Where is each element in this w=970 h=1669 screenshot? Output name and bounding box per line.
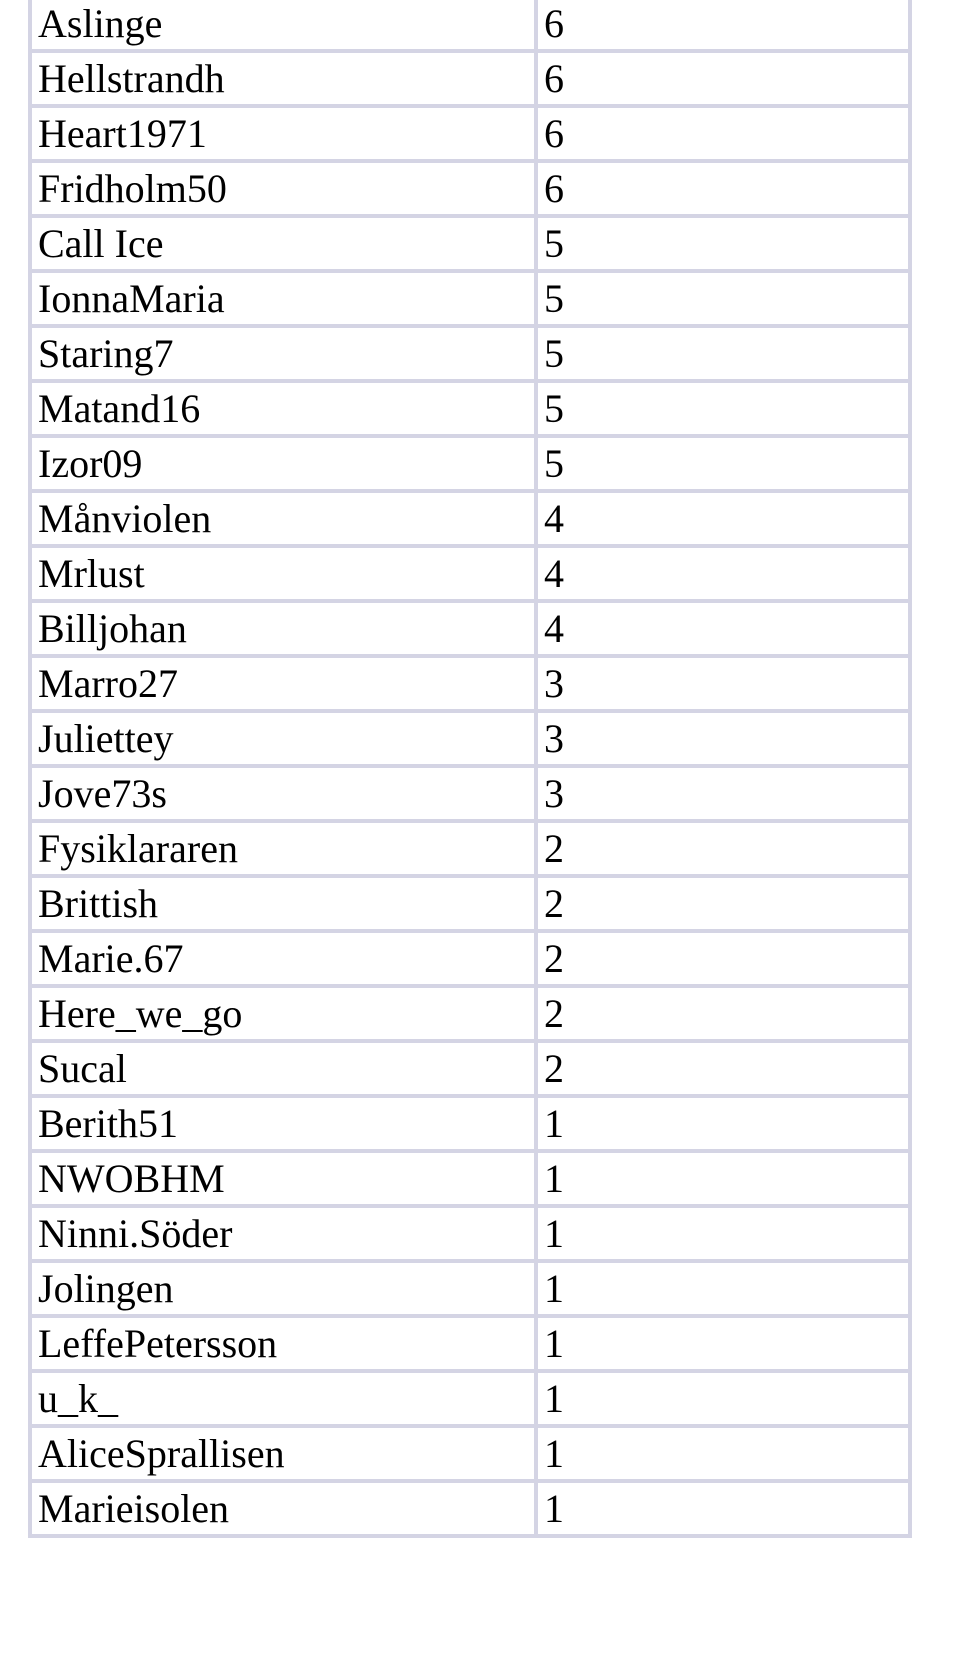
username-cell: Aslinge bbox=[32, 0, 534, 49]
table-row bbox=[32, 108, 908, 159]
count-cell: 1 bbox=[538, 1428, 908, 1479]
username-cell: Hellstrandh bbox=[32, 53, 534, 104]
table-row bbox=[32, 53, 908, 104]
count-cell: 2 bbox=[538, 1043, 908, 1094]
table-row bbox=[32, 1043, 908, 1094]
username-cell: Matand16 bbox=[32, 383, 534, 434]
username-cell: Jolingen bbox=[32, 1263, 534, 1314]
count-cell: 6 bbox=[538, 53, 908, 104]
username-cell: Marieisolen bbox=[32, 1483, 534, 1534]
username-cell: Juliettey bbox=[32, 713, 534, 764]
username-cell: Månviolen bbox=[32, 493, 534, 544]
count-cell: 2 bbox=[538, 823, 908, 874]
results-table-body bbox=[32, 0, 908, 1534]
table-row bbox=[32, 0, 908, 49]
username-cell: Mrlust bbox=[32, 548, 534, 599]
count-cell: 5 bbox=[538, 438, 908, 489]
count-cell: 1 bbox=[538, 1153, 908, 1204]
table-row bbox=[32, 273, 908, 324]
table-row bbox=[32, 1263, 908, 1314]
count-cell: 4 bbox=[538, 493, 908, 544]
table-row bbox=[32, 438, 908, 489]
table-row bbox=[32, 383, 908, 434]
username-cell: AliceSprallisen bbox=[32, 1428, 534, 1479]
username-cell: Billjohan bbox=[32, 603, 534, 654]
count-cell: 2 bbox=[538, 988, 908, 1039]
username-cell: Brittish bbox=[32, 878, 534, 929]
table-row bbox=[32, 1483, 908, 1534]
table-row bbox=[32, 1153, 908, 1204]
username-cell: Heart1971 bbox=[32, 108, 534, 159]
table-row bbox=[32, 1318, 908, 1369]
username-cell: Staring7 bbox=[32, 328, 534, 379]
username-cell: Here_we_go bbox=[32, 988, 534, 1039]
count-cell: 3 bbox=[538, 768, 908, 819]
count-cell: 1 bbox=[538, 1098, 908, 1149]
table-row bbox=[32, 768, 908, 819]
username-cell: Call Ice bbox=[32, 218, 534, 269]
username-cell: Berith51 bbox=[32, 1098, 534, 1149]
table-row bbox=[32, 658, 908, 709]
count-cell: 4 bbox=[538, 603, 908, 654]
table-row bbox=[32, 603, 908, 654]
username-cell: Izor09 bbox=[32, 438, 534, 489]
count-cell: 3 bbox=[538, 713, 908, 764]
count-cell: 1 bbox=[538, 1373, 908, 1424]
count-cell: 5 bbox=[538, 218, 908, 269]
count-cell: 1 bbox=[538, 1483, 908, 1534]
table-row bbox=[32, 823, 908, 874]
count-cell: 3 bbox=[538, 658, 908, 709]
username-cell: NWOBHM bbox=[32, 1153, 534, 1204]
count-cell: 2 bbox=[538, 933, 908, 984]
username-cell: Jove73s bbox=[32, 768, 534, 819]
username-cell: IonnaMaria bbox=[32, 273, 534, 324]
table-row bbox=[32, 878, 908, 929]
count-cell: 1 bbox=[538, 1208, 908, 1259]
table-row bbox=[32, 933, 908, 984]
table-row bbox=[32, 713, 908, 764]
username-cell: Marie.67 bbox=[32, 933, 534, 984]
count-cell: 1 bbox=[538, 1318, 908, 1369]
count-cell: 2 bbox=[538, 878, 908, 929]
table-row bbox=[32, 988, 908, 1039]
table-row bbox=[32, 218, 908, 269]
table-row bbox=[32, 1098, 908, 1149]
count-cell: 4 bbox=[538, 548, 908, 599]
username-cell: Fridholm50 bbox=[32, 163, 534, 214]
count-cell: 5 bbox=[538, 383, 908, 434]
results-table bbox=[28, 0, 912, 1538]
count-cell: 6 bbox=[538, 108, 908, 159]
username-cell: LeffePetersson bbox=[32, 1318, 534, 1369]
username-cell: Ninni.Söder bbox=[32, 1208, 534, 1259]
username-cell: Sucal bbox=[32, 1043, 534, 1094]
count-cell: 5 bbox=[538, 273, 908, 324]
count-cell: 6 bbox=[538, 0, 908, 49]
table-row bbox=[32, 493, 908, 544]
table-row bbox=[32, 1373, 908, 1424]
table-row bbox=[32, 1428, 908, 1479]
username-cell: Marro27 bbox=[32, 658, 534, 709]
table-row bbox=[32, 1208, 908, 1259]
table-row bbox=[32, 548, 908, 599]
count-cell: 6 bbox=[538, 163, 908, 214]
count-cell: 5 bbox=[538, 328, 908, 379]
results-table-container bbox=[28, 0, 912, 1538]
table-row bbox=[32, 328, 908, 379]
count-cell: 1 bbox=[538, 1263, 908, 1314]
username-cell: Fysiklararen bbox=[32, 823, 534, 874]
username-cell: u_k_ bbox=[32, 1373, 534, 1424]
table-row bbox=[32, 163, 908, 214]
